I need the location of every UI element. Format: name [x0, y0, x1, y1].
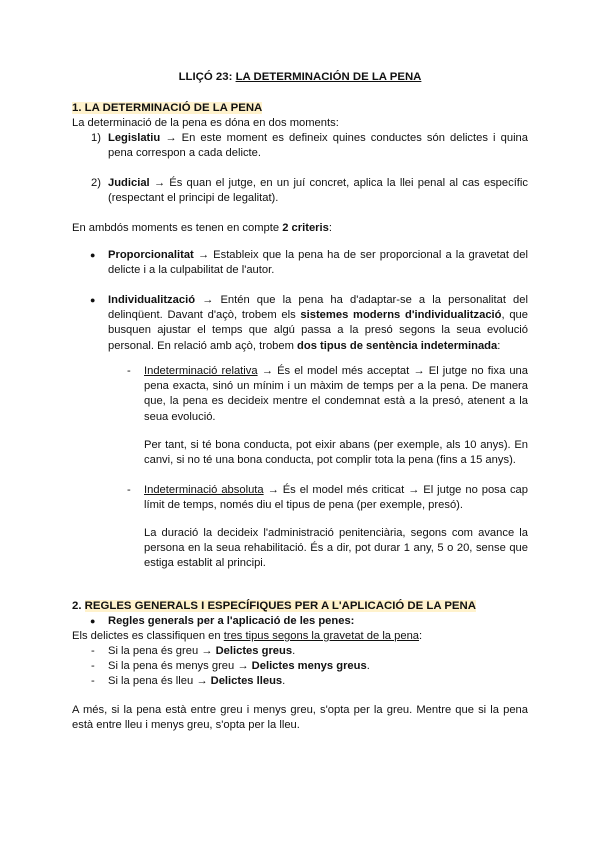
moment-item: Legislatiu → En este moment es defineix quines conductes són delictes i quina pena correspon a cada delicte. [108, 132, 529, 160]
criterion-term: Individualització [108, 294, 196, 306]
offence-type-item: Si la pena és lleu → Delictes lleus. [108, 675, 286, 687]
section-1-heading [72, 101, 262, 116]
section-2-heading [72, 599, 476, 614]
moment-item: Judicial → És quan el jutge, en un juí concret, aplica la llei penal al cas específic (respectant el principi de legalitat). [108, 177, 528, 205]
page-title [0, 70, 600, 85]
moment-text: En este moment es defineix quines conductes són delictes i quina pena correspon a cada delicte. [108, 132, 529, 160]
dash-marker: - [91, 675, 95, 687]
sentence-type-extra: La duració la decideix l'administració penitenciària, segons com avance la persona en la seua rehabilitació. És a dir, pot durar 1 any, 5 o 20, sense que estiga establit al principi. [144, 527, 528, 570]
sentence-type-item: Indeterminació absoluta → És el model més criticat → El jutge no posa cap límit de temps, només diu el tipus de pena (per exemple, presó). [144, 484, 528, 512]
section-2-number: 2. [72, 600, 82, 612]
section-2-title: REGLES GENERALS I ESPECÍFIQUES PER A L'APLICACIÓ DE LA PENA [84, 600, 476, 612]
section-1-intro: La determinació de la pena es dóna en dos moments: [72, 117, 339, 129]
title-prefix: LLIÇÓ 23: [178, 71, 236, 83]
criteria-intro: En ambdós moments es tenen en compte 2 criteris: [72, 222, 332, 234]
classification-intro: Els delictes es classifiquen en tres tipus segons la gravetat de la pena: [72, 630, 423, 642]
moment-term: Legislatiu [108, 132, 161, 144]
criterion-text: Estableix que la pena ha de ser proporcional a la gravetat del delicte i a la culpabilitat de l'autor. [108, 249, 528, 277]
sentence-type-item: Indeterminació relativa → És el model més acceptat → El jutge no fixa una pena exacta, sinó un mínim i un màxim de temps per a la pena. De manera que, la pena es decideix mentre el condemnat està a la presó, atenent a la seua evolució. [144, 365, 528, 423]
sentence-type-term: Indeterminació absoluta [144, 484, 264, 496]
bullet-icon: ● [90, 250, 96, 260]
dash-marker: - [91, 645, 95, 657]
section-1-number: 1. [72, 102, 82, 114]
section-1-title: LA DETERMINACIÓ DE LA PENA [84, 102, 263, 114]
dash-marker: - [127, 365, 131, 377]
closing-paragraph: A més, si la pena està entre greu i menys greu, s'opta per la greu. Mentre que si la pena està entre lleu i menys greu, s'opta per la lleu. [72, 704, 528, 732]
sub-heading: Regles generals per a l'aplicació de les penes: [108, 615, 355, 627]
offence-type-item: Si la pena és greu → Delictes greus. [108, 645, 296, 657]
criterion-item: Individualització → Entén que la pena ha d'adaptar-se a la personalitat del delinqüent. Davant d'açò, trobem els sistemes moderns d'individualització, que busquen ajustar el temps que algú passa a la presó segons la seua evolució personal. En relació amb açò, trobem dos tipus de sentència indeterminada: [108, 294, 528, 352]
moment-term: Judicial [108, 177, 150, 189]
sentence-type-term: Indeterminació relativa [144, 365, 258, 377]
criterion-item: Proporcionalitat → Estableix que la pena ha de ser proporcional a la gravetat del delicte i a la culpabilitat de l'autor. [108, 249, 528, 277]
sentence-type-extra: Per tant, si té bona conducta, pot eixir abans (per exemple, als 10 anys). En canvi, si no té una bona conducta, pot complir tota la pena (fins a 15 anys). [144, 439, 528, 467]
offence-type-item: Si la pena és menys greu → Delictes menys greus. [108, 660, 370, 672]
criterion-term: Proporcionalitat [108, 249, 194, 261]
bullet-icon: ● [90, 295, 96, 305]
bullet-icon: ● [90, 616, 96, 626]
sentence-type-text: És el model més acceptat → El jutge no fixa una pena exacta, sinó un mínim i un màxim de temps per a la pena. De manera que, la pena es decideix mentre el condemnat està a la presó, atenent a la seua evolució. [144, 365, 528, 423]
moment-text: És quan el jutge, en un juí concret, aplica la llei penal al cas específic (respectant el principi de legalitat). [108, 177, 528, 205]
dash-marker: - [127, 484, 131, 496]
title-subject: LA DETERMINACIÓN DE LA PENA [235, 71, 422, 83]
dash-marker: - [91, 660, 95, 672]
moment-marker: 2) [91, 177, 101, 189]
moment-marker: 1) [91, 132, 101, 144]
sentence-type-text: És el model més criticat → El jutge no posa cap límit de temps, només diu el tipus de pena (per exemple, presó). [144, 484, 528, 512]
